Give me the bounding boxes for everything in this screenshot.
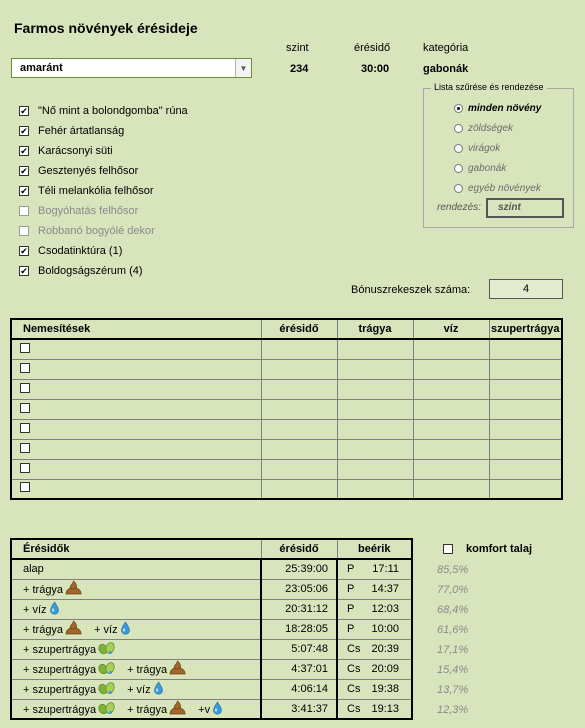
table-cell: [489, 399, 562, 419]
table-cell: [337, 479, 413, 499]
water-drop-icon: [153, 681, 164, 698]
table-row: [11, 379, 562, 399]
combination-part: alap: [23, 563, 44, 576]
percent-value: 15,4%: [437, 664, 469, 676]
modifier-option[interactable]: [19, 141, 188, 161]
breeding-checkbox[interactable]: [20, 363, 30, 373]
clock-cell: 20:39: [367, 639, 412, 659]
eresidok-header: érésidő: [261, 539, 337, 559]
modifier-label: "Nő mint a bolondgomba" rúna: [38, 105, 188, 117]
modifier-label: Gesztenyés felhősor: [38, 165, 139, 177]
filter-group: [423, 82, 574, 228]
table-cell: [413, 459, 489, 479]
table-row: [11, 559, 412, 579]
modifier-label: Boldogságszérum (4): [38, 265, 143, 277]
modifier-checkbox[interactable]: ✔: [20, 125, 28, 136]
filter-option-label: minden növény: [468, 102, 542, 114]
page-title: Farmos növények érésideje: [14, 20, 198, 36]
clock-cell: 14:37: [367, 579, 412, 599]
modifier-label: Bogyóhatás felhősor: [38, 205, 139, 217]
percent-value: 13,7%: [437, 684, 469, 696]
table-row: [11, 339, 562, 359]
table-cell: [489, 379, 562, 399]
filter-option-label: egyéb növények: [468, 182, 541, 194]
combination-cell: [11, 559, 261, 579]
header-eresido: érésidő: [354, 42, 391, 54]
filter-option[interactable]: [454, 120, 513, 136]
combination-part: + szupertrágya: [23, 683, 97, 696]
table-cell: [413, 419, 489, 439]
breeding-checkbox[interactable]: [20, 383, 30, 393]
eresidok-header: beérik: [337, 539, 412, 559]
day-cell: Cs: [337, 659, 367, 679]
day-cell: P: [337, 599, 367, 619]
sort-label: rendezés:: [437, 202, 481, 213]
table-row: [11, 679, 412, 699]
modifier-option[interactable]: [19, 201, 188, 221]
modifier-checkbox[interactable]: ✔: [20, 185, 28, 196]
filter-option[interactable]: [454, 160, 506, 176]
table-row: [11, 399, 562, 419]
table-row: [11, 639, 412, 659]
modifier-label: Csodatinktúra (1): [38, 245, 123, 257]
table-row: [11, 439, 562, 459]
day-cell: P: [337, 559, 367, 579]
table-cell: [337, 359, 413, 379]
table-cell[interactable]: [11, 459, 261, 479]
table-cell: [413, 379, 489, 399]
modifier-label: Fehér ártatlanság: [38, 125, 125, 137]
nemesitesek-table: [10, 318, 563, 500]
super-fertilizer-icon: [98, 681, 115, 698]
table-cell[interactable]: [11, 479, 261, 499]
radio-button[interactable]: [454, 184, 463, 193]
manure-icon: [65, 620, 82, 638]
clock-cell: 19:38: [367, 679, 412, 699]
clock-cell: 10:00: [367, 619, 412, 639]
combination-part: + trágya: [127, 703, 168, 716]
header-kategoria: kategória: [423, 42, 469, 54]
table-row: [11, 419, 562, 439]
table-cell: [261, 399, 337, 419]
combination-cell: [11, 619, 261, 639]
modifier-option[interactable]: [19, 101, 188, 121]
nemesitesek-header: Nemesítések: [11, 319, 261, 339]
filter-option[interactable]: [454, 140, 500, 156]
modifier-option[interactable]: [19, 221, 188, 241]
table-row: [11, 619, 412, 639]
table-cell: [413, 359, 489, 379]
table-cell: [337, 379, 413, 399]
duration-cell: 4:37:01: [261, 659, 337, 679]
header-szint: szint: [286, 42, 309, 54]
duration-cell: 4:06:14: [261, 679, 337, 699]
water-drop-icon: [120, 621, 131, 638]
nemesitesek-header: érésidő: [261, 319, 337, 339]
filter-option[interactable]: [454, 180, 541, 196]
modifier-option[interactable]: [19, 121, 188, 141]
percent-value: 61,6%: [437, 624, 469, 636]
combination-part: + szupertrágya: [23, 643, 97, 656]
table-cell: [337, 419, 413, 439]
combination-part: + trágya: [127, 664, 168, 676]
combination-part: + szupertrágya: [23, 664, 97, 676]
table-cell: [337, 459, 413, 479]
nemesitesek-header: trágya: [337, 319, 413, 339]
table-cell: [413, 339, 489, 359]
modifier-checkbox[interactable]: [19, 206, 29, 216]
table-row: [11, 459, 562, 479]
filter-option[interactable]: [454, 100, 541, 116]
table-cell: [261, 359, 337, 379]
breeding-checkbox[interactable]: [20, 343, 30, 353]
combination-part: + víz: [127, 683, 151, 696]
modifier-checkbox[interactable]: ✔: [20, 245, 28, 256]
water-drop-icon: [49, 601, 60, 618]
table-row: [11, 599, 412, 619]
value-kategoria: gabonák: [423, 63, 469, 75]
modifier-label: Karácsonyi süti: [38, 145, 113, 157]
modifier-checkbox[interactable]: ✔: [20, 165, 28, 176]
filter-legend: Lista szűrése és rendezése: [431, 82, 547, 92]
combination-cell: [11, 579, 261, 599]
table-cell: [413, 399, 489, 419]
chevron-down-icon[interactable]: ▼: [235, 59, 251, 77]
combination-part: + víz: [23, 603, 47, 616]
percent-value: 17,1%: [437, 644, 469, 656]
table-cell: [261, 379, 337, 399]
table-cell[interactable]: [11, 419, 261, 439]
breeding-checkbox[interactable]: [20, 463, 30, 473]
breeding-checkbox[interactable]: [20, 403, 30, 413]
percent-value: 85,5%: [437, 564, 469, 576]
radio-button[interactable]: [454, 164, 463, 173]
manure-icon: [169, 660, 186, 678]
table-cell: [261, 459, 337, 479]
table-cell: [489, 359, 562, 379]
day-cell: Cs: [337, 639, 367, 659]
percent-value: 12,3%: [437, 704, 469, 716]
filter-option-label: gabonák: [468, 162, 507, 174]
combination-cell: [11, 679, 261, 699]
manure-icon: [169, 700, 186, 718]
duration-cell: 3:41:37: [261, 699, 337, 719]
duration-cell: 20:31:12: [261, 599, 337, 619]
clock-cell: 20:09: [367, 659, 412, 679]
modifier-label: Robbanó bogyólé dekor: [38, 225, 155, 237]
modifier-label: Téli melankólia felhősor: [38, 185, 154, 197]
modifier-checkbox[interactable]: [19, 226, 29, 236]
table-cell: [413, 439, 489, 459]
komfort-checkbox[interactable]: [443, 544, 453, 554]
super-fertilizer-icon: [98, 661, 115, 678]
radio-button[interactable]: [454, 144, 463, 153]
table-cell: [261, 479, 337, 499]
combination-cell: [11, 599, 261, 619]
modifier-option[interactable]: [19, 181, 188, 201]
combination-cell: [11, 659, 261, 679]
table-cell: [261, 339, 337, 359]
table-cell[interactable]: [11, 339, 261, 359]
table-row: [11, 659, 412, 679]
duration-cell: 5:07:48: [261, 639, 337, 659]
modifier-option[interactable]: [19, 261, 188, 281]
breeding-checkbox[interactable]: [20, 482, 30, 492]
day-cell: P: [337, 619, 367, 639]
duration-cell: 23:05:06: [261, 579, 337, 599]
duration-cell: 18:28:05: [261, 619, 337, 639]
super-fertilizer-icon: [98, 701, 115, 718]
clock-cell: 12:03: [367, 599, 412, 619]
manure-icon: [65, 580, 82, 598]
combination-part: + trágya: [23, 584, 64, 596]
value-eresido: 30:00: [361, 63, 390, 75]
percent-value: 77,0%: [437, 584, 469, 596]
bonus-label: Bónuszrekeszek száma:: [351, 284, 471, 296]
komfort-label: komfort talaj: [466, 543, 533, 555]
water-drop-icon: [212, 701, 223, 718]
plant-select-value: amaránt: [20, 62, 63, 74]
sort-field[interactable]: szint: [486, 198, 564, 218]
table-cell: [261, 419, 337, 439]
combination-part: + trágya: [23, 624, 64, 636]
plant-select[interactable]: [11, 58, 252, 78]
combination-cell: [11, 699, 261, 719]
percent-value: 68,4%: [437, 604, 469, 616]
filter-option-label: virágok: [468, 142, 501, 154]
clock-cell: 19:13: [367, 699, 412, 719]
table-cell: [337, 339, 413, 359]
clock-cell: 17:11: [367, 559, 412, 579]
table-cell: [489, 459, 562, 479]
table-cell[interactable]: [11, 439, 261, 459]
table-row: [11, 359, 562, 379]
table-cell: [413, 479, 489, 499]
table-row: [11, 699, 412, 719]
table-cell: [337, 399, 413, 419]
table-row: [11, 479, 562, 499]
combination-cell: [11, 639, 261, 659]
modifier-checkbox[interactable]: ✔: [20, 265, 28, 276]
table-cell[interactable]: [11, 359, 261, 379]
nemesitesek-header: víz: [413, 319, 489, 339]
table-cell: [489, 339, 562, 359]
table-cell: [489, 419, 562, 439]
modifier-checkbox-list: [19, 101, 188, 281]
modifier-option[interactable]: [19, 241, 188, 261]
table-cell[interactable]: [11, 399, 261, 419]
komfort-toggle[interactable]: [443, 543, 532, 555]
eresidok-table: [10, 538, 413, 720]
combination-part: + szupertrágya: [23, 703, 97, 716]
combination-part: + víz: [94, 624, 118, 636]
bonus-field[interactable]: 4: [489, 279, 563, 299]
breeding-checkbox[interactable]: [20, 443, 30, 453]
nemesitesek-header: szupertrágya: [489, 319, 562, 339]
breeding-checkbox[interactable]: [20, 423, 30, 433]
table-cell: [337, 439, 413, 459]
super-fertilizer-icon: [98, 641, 115, 658]
day-cell: Cs: [337, 679, 367, 699]
value-szint: 234: [290, 63, 309, 75]
duration-cell: 25:39:00: [261, 559, 337, 579]
table-cell: [489, 439, 562, 459]
table-cell: [489, 479, 562, 499]
filter-option-label: zöldségek: [468, 122, 514, 134]
table-cell[interactable]: [11, 379, 261, 399]
day-cell: P: [337, 579, 367, 599]
table-cell: [261, 439, 337, 459]
table-row: [11, 579, 412, 599]
modifier-checkbox[interactable]: ✔: [20, 145, 28, 156]
modifier-checkbox[interactable]: ✔: [20, 105, 28, 116]
day-cell: Cs: [337, 699, 367, 719]
eresidok-header: Érésidők: [11, 539, 261, 559]
radio-button[interactable]: [454, 104, 463, 113]
radio-button[interactable]: [454, 124, 463, 133]
combination-part: +v: [198, 703, 211, 716]
modifier-option[interactable]: [19, 161, 188, 181]
